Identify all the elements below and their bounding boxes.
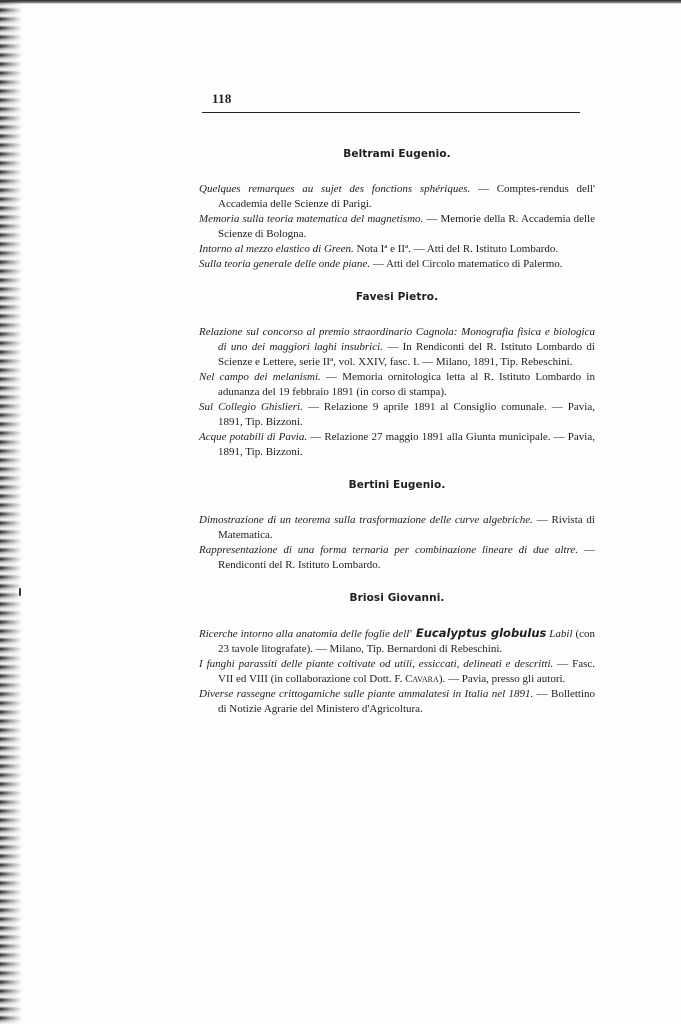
entry-title: Dimostrazione di un teorema sulla trasformazione delle curve algebriche. bbox=[199, 514, 533, 526]
section-briosi bbox=[199, 592, 595, 717]
entry-details: Nota Iª e IIª. — Atti del R. Istituto Lombardo. bbox=[353, 243, 559, 255]
entry-details: — Atti del Circolo matematico di Palermo. bbox=[370, 258, 563, 270]
entry-title: Ricerche intorno alla anatomia delle foglie dell' bbox=[199, 628, 412, 640]
entry-details-end: ). — Pavia, presso gli autori. bbox=[438, 673, 566, 685]
entry-title: Acque potabili di Pavia. bbox=[199, 431, 308, 443]
header-rule bbox=[202, 112, 580, 113]
bibliography-entry bbox=[199, 212, 595, 242]
entry-details: — Rivista di Matematica. bbox=[218, 514, 595, 541]
bibliography-entry bbox=[199, 687, 595, 717]
entry-title: Sulla teoria generale delle onde piane. bbox=[199, 258, 371, 270]
bibliography-entry bbox=[199, 400, 595, 430]
entry-title: Diverse rassegne crittogamiche sulle piante ammalatesi in Italia nel 1891. bbox=[199, 688, 534, 700]
bibliography-entry bbox=[199, 370, 595, 400]
entry-details: — Comptes-rendus dell' Accademia delle Scienze di Parigi. bbox=[218, 183, 595, 210]
entry-details: — Bollettino di Notizie Agrarie del Ministero d'Agricoltura. bbox=[218, 688, 595, 715]
bibliography-entry bbox=[199, 543, 595, 573]
section-favesi bbox=[199, 291, 595, 460]
bibliography-entry bbox=[199, 513, 595, 543]
author-heading: Favesi Pietro. bbox=[355, 291, 439, 303]
entry-title: Nel campo dei melanismi. bbox=[199, 371, 321, 383]
entry-title: Sul Collegio Ghislieri. bbox=[199, 401, 303, 413]
author-heading: Briosi Giovanni. bbox=[349, 592, 445, 604]
section-bertini bbox=[199, 479, 595, 573]
entry-title: Relazione sul concorso al premio straordinario Cagnola: Monografia fisica e biologica di uno dei maggiori laghi insubrici. bbox=[199, 326, 595, 353]
entry-details: — Memorie della R. Accademia delle Scienze di Bologna. bbox=[218, 213, 595, 240]
entry-title: I funghi parassiti delle piante coltivate od utili, essiccati, delineati e descritti. bbox=[199, 658, 554, 670]
margin-mark bbox=[19, 588, 21, 596]
entry-details: — Relazione 9 aprile 1891 al Consiglio comunale. — Pavia, 1891, Tip. Bizzoni. bbox=[218, 401, 595, 428]
entry-title: Memoria sulla teoria matematica del magnetismo. bbox=[199, 213, 424, 225]
collaborator-name: F. Cavara bbox=[394, 673, 439, 685]
species-name: Eucalyptus globulus bbox=[411, 626, 547, 640]
scan-binding-edge bbox=[0, 0, 22, 1024]
page-number: 118 bbox=[212, 91, 232, 106]
entry-title: Intorno al mezzo elastico di Green. bbox=[199, 243, 354, 255]
section-beltrami bbox=[199, 148, 595, 272]
entry-details: — Fasc. VII ed VIII (in collaborazione col Dott. bbox=[218, 658, 595, 685]
entry-details: — Relazione 27 maggio 1891 alla Giunta municipale. — Pavia, 1891, Tip. Bizzoni. bbox=[218, 431, 595, 458]
species-author: Labil bbox=[546, 628, 573, 640]
entry-details: (con 23 tavole litografate). — Milano, Tip. Bernardoni di Rebeschini. bbox=[218, 628, 596, 655]
bibliography-entry bbox=[199, 182, 595, 212]
bibliography-entry bbox=[199, 430, 595, 460]
entry-details: — In Rendiconti del R. Istituto Lombardo di Scienze e Lettere, serie IIª, vol. XXIV, fasc. I. — Milano, 1891, Tip. Rebeschini. bbox=[218, 341, 595, 368]
entry-title: Quelques remarques au sujet des fonctions sphériques. bbox=[199, 183, 471, 195]
scan-edge-top bbox=[0, 0, 681, 4]
page-content bbox=[199, 148, 595, 717]
entry-details: — Memoria ornitologica letta al R. Istituto Lombardo in adunanza del 19 febbraio 1891 (in corso di stampa). bbox=[218, 371, 595, 398]
entry-title: Rappresentazione di una forma ternaria per combinazione lineare di due altre. bbox=[199, 544, 579, 556]
bibliography-entry bbox=[199, 242, 595, 257]
bibliography-entry bbox=[199, 325, 595, 370]
bibliography-entry bbox=[199, 626, 595, 657]
bibliography-entry bbox=[199, 657, 595, 687]
entry-details: — Rendiconti del R. Istituto Lombardo. bbox=[218, 544, 595, 571]
bibliography-entry bbox=[199, 257, 595, 272]
author-heading: Beltrami Eugenio. bbox=[343, 148, 451, 160]
author-heading: Bertini Eugenio. bbox=[348, 479, 446, 491]
